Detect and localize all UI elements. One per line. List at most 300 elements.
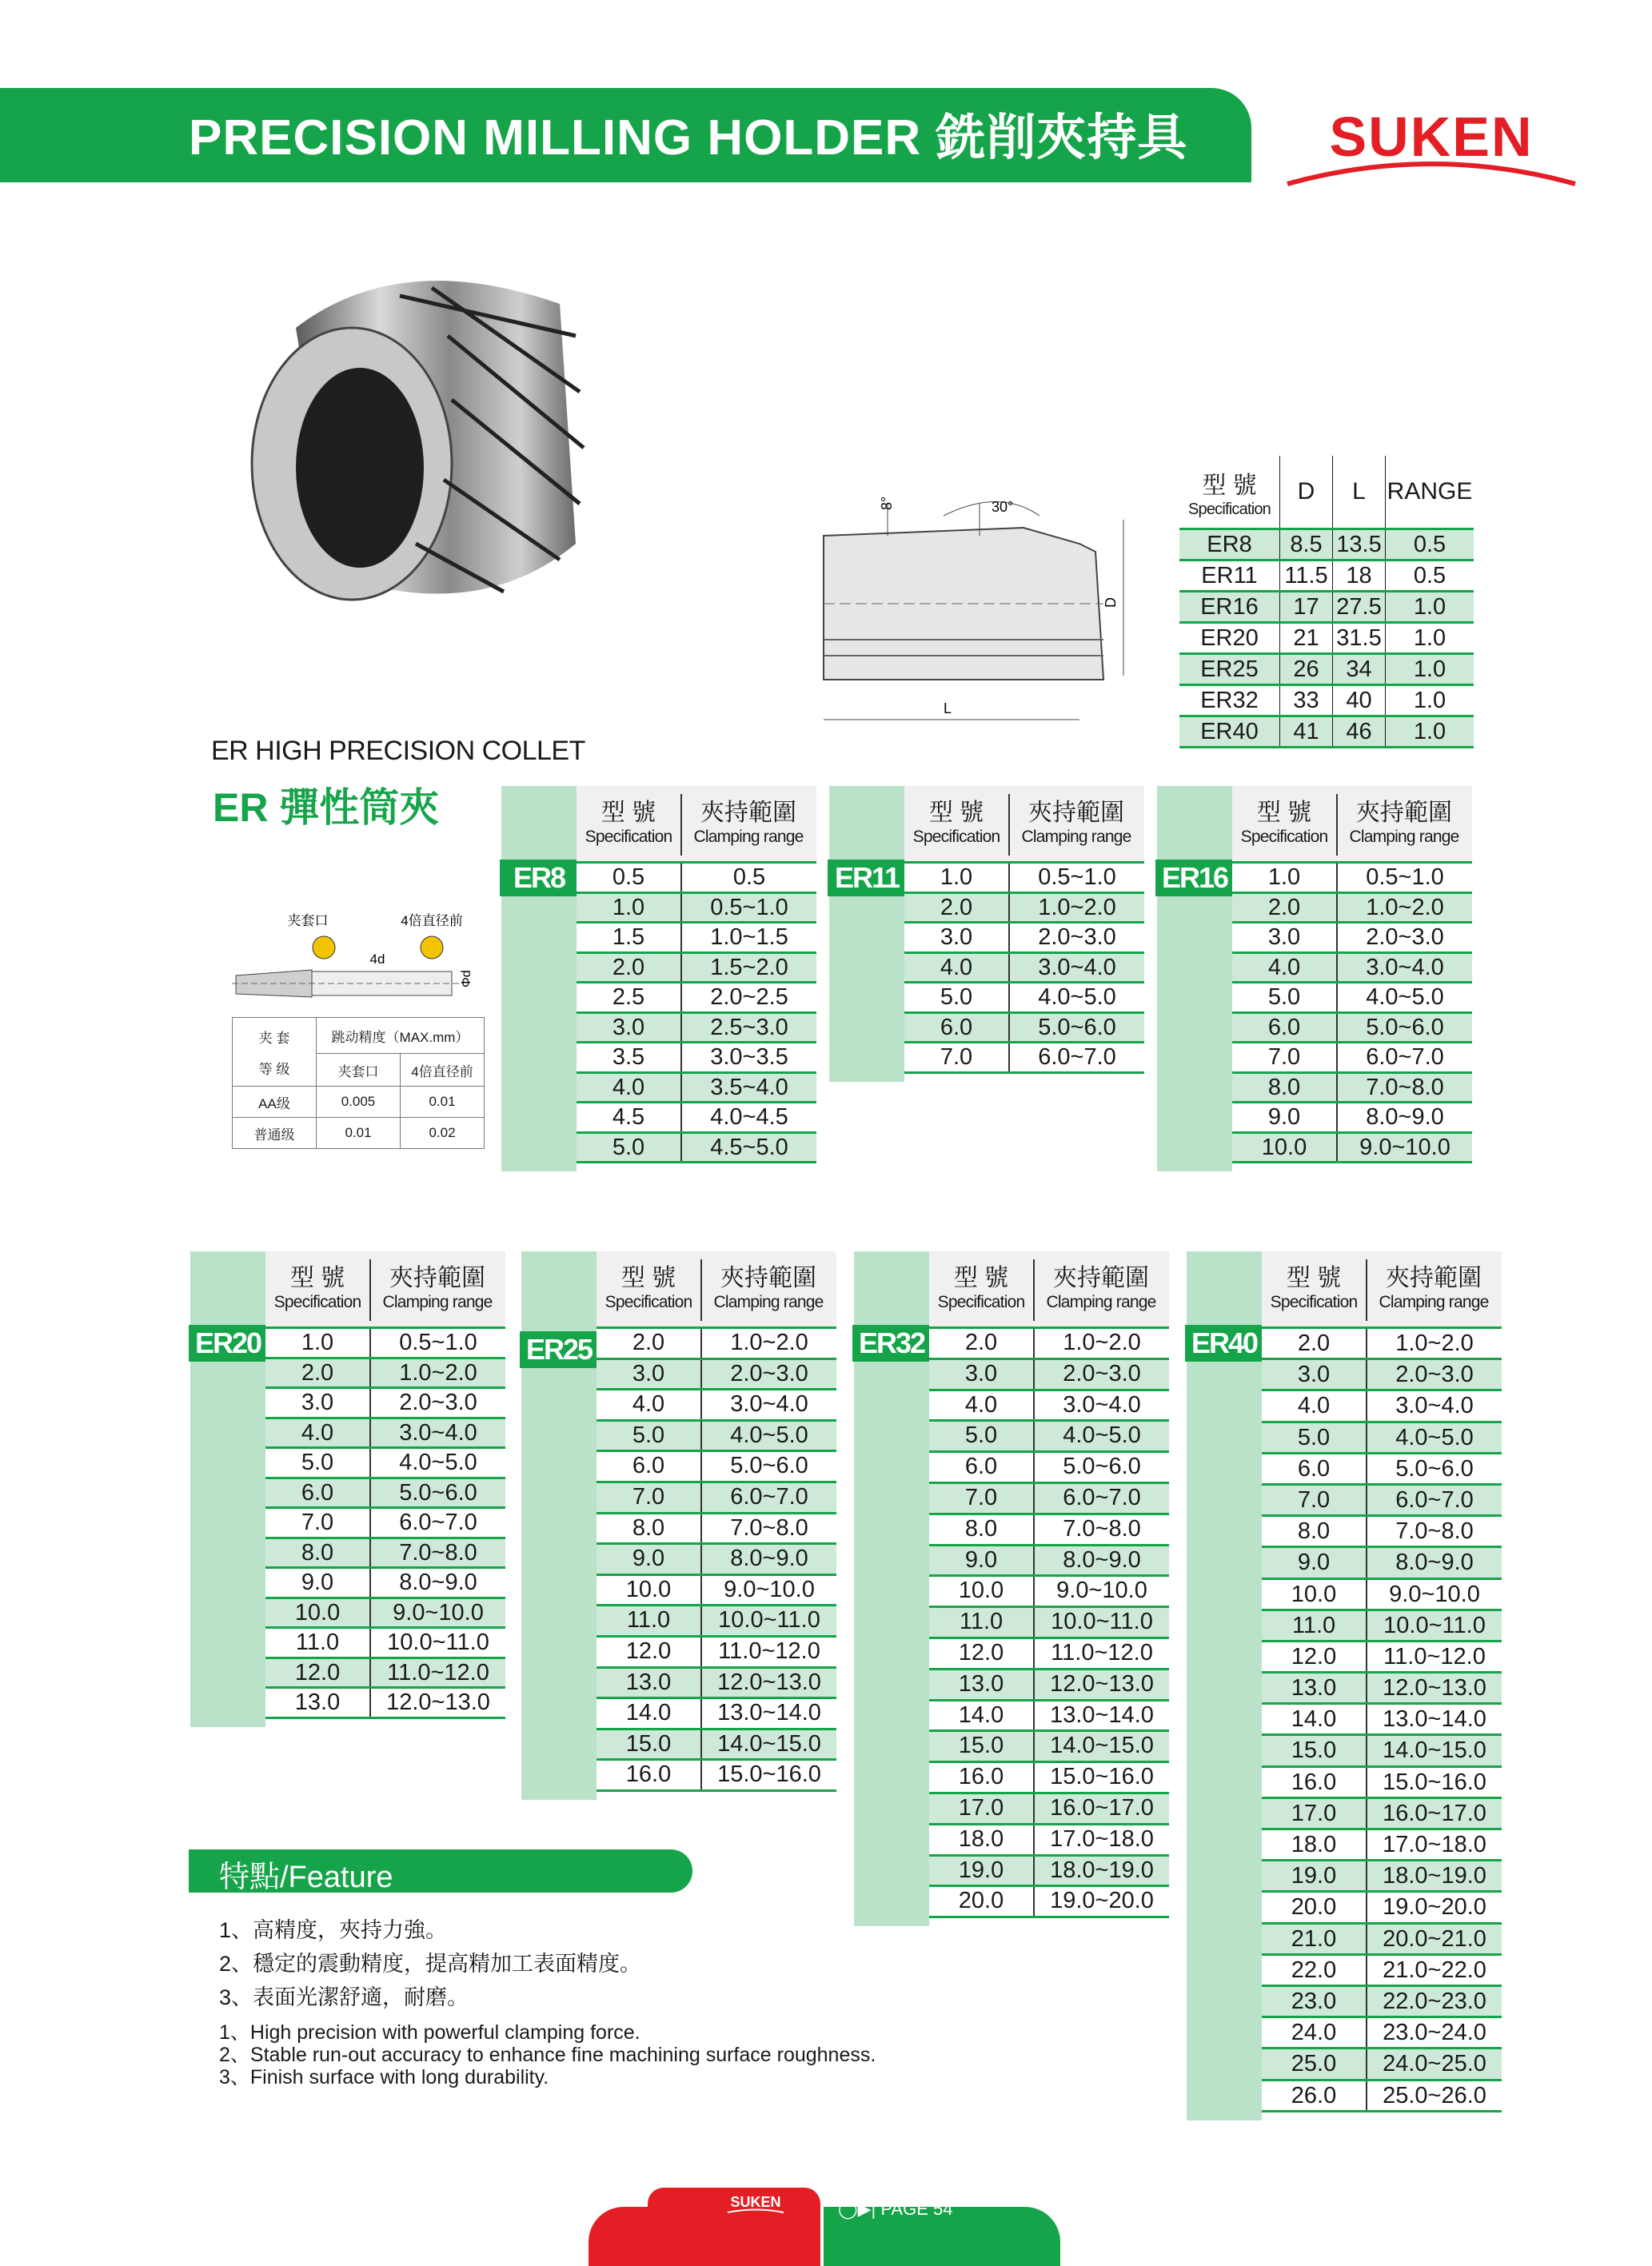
spec-row xyxy=(577,924,816,954)
spec-row xyxy=(929,1701,1169,1733)
spec-row xyxy=(929,1857,1169,1888)
header-divider xyxy=(1366,1259,1367,1321)
spec-cell-range: 1.0~2.0 xyxy=(1366,1329,1502,1358)
spec-cell-range: 24.0~25.0 xyxy=(1366,2049,1502,2078)
spec-cell-size: 15.0 xyxy=(625,1730,672,1757)
angle-8-label: 8° xyxy=(879,496,895,510)
spec-row xyxy=(929,1794,1169,1825)
spec-cell-range: 8.0~9.0 xyxy=(1033,1546,1169,1575)
spec-cell-range: 6.0~7.0 xyxy=(1366,1486,1502,1514)
spec-cell-size: 7.0 xyxy=(1297,1486,1331,1513)
spec-row xyxy=(597,1360,836,1391)
dims-row xyxy=(1179,623,1474,654)
spec-cell-range: 3.0~4.0 xyxy=(1336,954,1472,982)
dimension-l-label: L xyxy=(944,700,952,716)
spec-cell-range: 15.0~16.0 xyxy=(1366,1768,1502,1797)
runout-header: 跳动精度（MAX.mm） xyxy=(317,1018,485,1054)
spec-cell-size: 1.0 xyxy=(940,864,973,890)
spec-table-er32 xyxy=(854,1251,1169,1926)
spec-cell-range: 4.0~5.0 xyxy=(1336,983,1472,1011)
spec-cell-range: 7.0~8.0 xyxy=(1366,1517,1502,1546)
spec-rows xyxy=(1232,864,1472,1163)
spec-cell-size: 4.0 xyxy=(612,1074,645,1100)
header-divider xyxy=(1033,1259,1035,1321)
spec-cell-range: 2.0~3.0 xyxy=(369,1389,505,1417)
spec-row xyxy=(904,894,1144,924)
spec-row xyxy=(929,1360,1169,1391)
dims-header-spec: 型 號 Specification xyxy=(1179,456,1280,529)
spec-cell-size: 6.0 xyxy=(964,1454,998,1480)
spec-row xyxy=(1232,983,1472,1014)
spec-cell-size: 20.0 xyxy=(958,1888,1004,1914)
spec-cell-size: 7.0 xyxy=(940,1044,973,1070)
spec-row xyxy=(265,1629,505,1659)
spec-cell-size: 9.0 xyxy=(964,1546,998,1573)
spec-cell-size: 19.0 xyxy=(958,1857,1004,1883)
spec-cell-size: 2.0 xyxy=(301,1359,334,1386)
spec-cell-range: 9.0~10.0 xyxy=(1033,1577,1169,1606)
grade-header: 夹 套 等 级 xyxy=(233,1018,317,1087)
dims-cell-d: 33 xyxy=(1280,685,1333,716)
header-spec-en: Specification xyxy=(937,1293,1025,1311)
header-range-en: Clamping range xyxy=(693,828,804,846)
spec-cell-size: 12.0 xyxy=(1291,1643,1337,1670)
spec-cell-range: 25.0~26.0 xyxy=(1366,2081,1502,2110)
spec-row xyxy=(1262,1486,1502,1517)
spec-cell-size: 3.0 xyxy=(632,1360,665,1386)
spec-cell-range: 6.0~7.0 xyxy=(1008,1043,1144,1071)
spec-cell-size: 5.0 xyxy=(1297,1424,1331,1450)
spec-cell-range: 8.0~9.0 xyxy=(1366,1548,1502,1577)
spec-cell-range: 0.5~1.0 xyxy=(369,1329,505,1357)
spec-cell-size: 17.0 xyxy=(1291,1800,1337,1826)
spec-cell-range: 7.0~8.0 xyxy=(1033,1515,1169,1544)
spec-cell-size: 7.0 xyxy=(301,1510,334,1535)
spec-row xyxy=(904,983,1144,1014)
spec-cell-range: 5.0~6.0 xyxy=(1366,1454,1502,1483)
spec-row xyxy=(577,1014,816,1044)
spec-cell-size: 5.0 xyxy=(940,984,973,1010)
spec-cell-range: 1.0~2.0 xyxy=(700,1329,836,1358)
spec-cell-size: 18.0 xyxy=(1291,1832,1337,1857)
dims-cell-d: 17 xyxy=(1280,592,1333,623)
normal-front-value: 0.02 xyxy=(401,1118,485,1149)
spec-row xyxy=(904,924,1144,954)
spec-rows xyxy=(929,1329,1169,1918)
header-range-en: Clamping range xyxy=(1379,1293,1489,1311)
dims-cell-range: 1.0 xyxy=(1386,716,1474,748)
spec-cell-range: 13.0~14.0 xyxy=(1366,1705,1502,1733)
dims-row xyxy=(1179,561,1474,592)
spec-cell-size: 12.0 xyxy=(958,1639,1004,1666)
spec-cell-size: 8.0 xyxy=(301,1539,334,1566)
spec-row xyxy=(597,1638,836,1669)
spec-cell-size: 6.0 xyxy=(1297,1455,1331,1482)
spec-cell-range: 18.0~19.0 xyxy=(1366,1861,1502,1890)
spec-cell-size: 1.0 xyxy=(612,894,645,920)
spec-row xyxy=(597,1422,836,1453)
page-nav-icon[interactable]: ◯▶| xyxy=(838,2199,876,2219)
spec-cell-range: 8.0~9.0 xyxy=(1336,1103,1472,1131)
runout-test-drawing xyxy=(232,908,488,1011)
spec-cell-size: 3.0 xyxy=(940,924,973,950)
front-4d-label: 4倍直径前 xyxy=(401,913,463,928)
spec-row xyxy=(1262,2018,1502,2049)
spec-cell-size: 11.0 xyxy=(626,1607,671,1634)
spec-cell-range: 7.0~8.0 xyxy=(369,1539,505,1567)
grade-normal: 普通级 xyxy=(233,1118,317,1149)
spec-cell-size: 2.0 xyxy=(612,954,645,980)
header-spec-en: Specification xyxy=(273,1293,361,1311)
spec-side-band xyxy=(829,786,904,1082)
dimension-d-label: D xyxy=(1103,597,1119,608)
dims-cell-l: 27.5 xyxy=(1333,592,1386,623)
spec-cell-range: 11.0~12.0 xyxy=(1033,1639,1169,1668)
spec-cell-range: 2.0~2.5 xyxy=(680,983,816,1011)
spec-cell-range: 1.0~2.0 xyxy=(1008,894,1144,922)
spec-row xyxy=(1262,1705,1502,1736)
spec-row xyxy=(929,1887,1169,1918)
spec-cell-range: 4.0~5.0 xyxy=(700,1422,836,1450)
header-spec-cn: 型 號 xyxy=(601,800,656,826)
spec-table-header xyxy=(577,786,816,864)
header-divider xyxy=(700,1259,702,1321)
dims-cell-spec: ER20 xyxy=(1179,623,1280,654)
dims-cell-spec: ER32 xyxy=(1179,685,1280,716)
header-spec-cn: 型 號 xyxy=(1286,1265,1342,1291)
spec-cell-range: 10.0~11.0 xyxy=(1366,1611,1502,1640)
spec-cell-size: 2.0 xyxy=(940,894,973,920)
spec-cell-size: 14.0 xyxy=(625,1700,672,1726)
spec-row xyxy=(265,1689,505,1719)
spec-cell-size: 7.0 xyxy=(632,1483,665,1510)
spec-cell-size: 13.0 xyxy=(1291,1675,1337,1701)
spec-row xyxy=(597,1761,836,1792)
spec-cell-size: 7.0 xyxy=(1267,1044,1301,1070)
aa-front-value: 0.01 xyxy=(401,1087,485,1118)
spec-cell-range: 2.0~3.0 xyxy=(1033,1360,1169,1389)
spec-cell-size: 5.0 xyxy=(1267,984,1301,1010)
spec-cell-size: 3.0 xyxy=(612,1014,645,1040)
spec-cell-range: 11.0~12.0 xyxy=(369,1659,505,1687)
spec-row xyxy=(597,1730,836,1761)
spec-cell-size: 12.0 xyxy=(625,1638,672,1664)
spec-cell-range: 12.0~13.0 xyxy=(1366,1674,1502,1702)
spec-cell-size: 4.0 xyxy=(940,954,973,980)
spec-row xyxy=(929,1639,1169,1670)
feature-item-en: 1、High precision with powerful clamping force. xyxy=(219,2021,640,2044)
spec-row xyxy=(1262,1423,1502,1454)
spec-cell-size: 8.0 xyxy=(1267,1074,1301,1100)
spec-cell-size: 25.0 xyxy=(1291,2051,1337,2077)
spec-cell-size: 2.0 xyxy=(1297,1330,1331,1356)
feature-item-en: 3、Finish surface with long durability. xyxy=(219,2066,549,2088)
spec-cell-range: 19.0~20.0 xyxy=(1033,1887,1169,1916)
spec-cell-size: 20.0 xyxy=(1291,1894,1337,1921)
spec-cell-range: 9.0~10.0 xyxy=(1366,1580,1502,1609)
spec-cell-range: 22.0~23.0 xyxy=(1366,1987,1502,2016)
suken-logo xyxy=(1279,104,1583,192)
spec-row xyxy=(1262,1925,1502,1956)
spec-cell-size: 13.0 xyxy=(625,1669,672,1695)
spec-cell-range: 10.0~11.0 xyxy=(369,1629,505,1657)
spec-row xyxy=(1262,1799,1502,1830)
spec-cell-range: 2.0~3.0 xyxy=(700,1360,836,1389)
spec-cell-range: 20.0~21.0 xyxy=(1366,1925,1502,1953)
spec-cell-range: 1.0~1.5 xyxy=(680,924,816,951)
dims-cell-spec: ER11 xyxy=(1179,561,1280,592)
col-collet-mouth: 夹套口 xyxy=(317,1054,401,1087)
header-spec-cn: 型 號 xyxy=(620,1265,676,1291)
header-range-cn: 夾持範圍 xyxy=(389,1265,485,1291)
spec-row xyxy=(929,1484,1169,1515)
spec-table-er20 xyxy=(190,1251,505,1727)
dims-row xyxy=(1179,654,1474,685)
spec-cell-range: 4.0~5.0 xyxy=(369,1449,505,1477)
spec-row xyxy=(597,1669,836,1700)
spec-cell-range: 12.0~13.0 xyxy=(369,1689,505,1717)
spec-row xyxy=(597,1545,836,1576)
spec-row xyxy=(1262,1517,1502,1548)
dims-cell-range: 1.0 xyxy=(1386,685,1474,716)
spec-cell-range: 4.0~5.0 xyxy=(1008,983,1144,1011)
spec-rows xyxy=(904,864,1144,1074)
dims-cell-d: 11.5 xyxy=(1280,561,1333,592)
spec-cell-range: 19.0~20.0 xyxy=(1366,1893,1502,1921)
dims-cell-l: 40 xyxy=(1333,685,1386,716)
header-range-en: Clamping range xyxy=(1349,828,1459,846)
spec-row xyxy=(1262,1987,1502,2018)
spec-row xyxy=(929,1763,1169,1794)
aa-collet-value: 0.005 xyxy=(317,1087,401,1118)
spec-cell-size: 3.5 xyxy=(612,1044,645,1070)
spec-row xyxy=(1262,1642,1502,1674)
spec-row xyxy=(1262,1736,1502,1767)
spec-cell-size: 16.0 xyxy=(1291,1769,1337,1795)
feature-item-cn: 2、穩定的震動精度，提高精加工表面精度。 xyxy=(219,1952,642,1976)
spec-table-header xyxy=(1262,1251,1502,1329)
header-range-en: Clamping range xyxy=(713,1293,824,1311)
spec-table-er16 xyxy=(1157,786,1472,1171)
normal-collet-value: 0.01 xyxy=(317,1118,401,1149)
brand-name: SUKEN xyxy=(1329,106,1534,168)
spec-row xyxy=(265,1659,505,1690)
spec-cell-size: 14.0 xyxy=(1291,1706,1337,1733)
spec-cell-range: 13.0~14.0 xyxy=(700,1699,836,1728)
spec-row xyxy=(1262,1768,1502,1799)
spec-cell-size: 6.0 xyxy=(632,1453,665,1479)
spec-row xyxy=(577,1134,816,1164)
spec-cell-size: 3.0 xyxy=(964,1360,998,1386)
spec-cell-range: 4.0~5.0 xyxy=(1366,1423,1502,1452)
spec-cell-range: 3.5~4.0 xyxy=(680,1074,816,1102)
spec-cell-size: 11.0 xyxy=(1291,1612,1336,1638)
header-range-cn: 夾持範圍 xyxy=(700,800,796,826)
dims-cell-range: 1.0 xyxy=(1386,623,1474,654)
spec-cell-size: 2.0 xyxy=(632,1330,665,1355)
spec-cell-size: 6.0 xyxy=(940,1014,973,1040)
spec-row xyxy=(1232,954,1472,984)
spec-cell-range: 2.5~3.0 xyxy=(680,1014,816,1042)
diameter-label: Φd xyxy=(460,970,473,987)
spec-row xyxy=(929,1453,1169,1484)
spec-cell-size: 2.5 xyxy=(612,984,645,1010)
spec-row xyxy=(265,1329,505,1359)
spec-cell-range: 16.0~17.0 xyxy=(1033,1794,1169,1823)
spec-cell-size: 11.0 xyxy=(295,1630,340,1655)
spec-row xyxy=(1262,1391,1502,1422)
header-range-cn: 夾持範圍 xyxy=(1356,800,1452,826)
spec-cell-range: 1.5~2.0 xyxy=(680,954,816,982)
dims-cell-range: 0.5 xyxy=(1386,529,1474,561)
spec-cell-range: 4.0~4.5 xyxy=(680,1103,816,1131)
spec-cell-range: 9.0~10.0 xyxy=(369,1599,505,1627)
spec-cell-range: 0.5~1.0 xyxy=(1008,864,1144,892)
dims-cell-l: 46 xyxy=(1333,716,1386,748)
header-divider xyxy=(1336,794,1338,856)
spec-row xyxy=(904,864,1144,894)
spec-cell-size: 10.0 xyxy=(625,1576,672,1602)
header-spec-cn: 型 號 xyxy=(953,1265,1009,1291)
spec-cell-size: 10.0 xyxy=(1291,1581,1337,1607)
spec-row xyxy=(1262,1830,1502,1861)
spec-row xyxy=(1232,1134,1472,1164)
spec-cell-range: 0.5~1.0 xyxy=(680,894,816,922)
spec-cell-range: 6.0~7.0 xyxy=(700,1483,836,1512)
spec-cell-size: 9.0 xyxy=(301,1570,334,1595)
spec-cell-size: 1.0 xyxy=(1267,864,1301,890)
spec-row xyxy=(1262,1329,1502,1360)
spec-row xyxy=(265,1569,505,1599)
header-range-cn: 夾持範圍 xyxy=(1386,1265,1482,1291)
dims-header-d: D xyxy=(1280,456,1333,529)
spec-cell-range: 11.0~12.0 xyxy=(1366,1642,1502,1671)
spec-model-badge: ER40 xyxy=(1185,1325,1263,1362)
spec-cell-range: 17.0~18.0 xyxy=(1366,1830,1502,1859)
col-front-4d: 4倍直径前 xyxy=(401,1054,485,1087)
spec-cell-range: 6.0~7.0 xyxy=(369,1509,505,1537)
spec-row xyxy=(1262,1548,1502,1579)
spec-model-badge: ER25 xyxy=(520,1331,598,1368)
spec-side-band xyxy=(1187,1251,1262,2120)
spec-table-header xyxy=(265,1251,505,1329)
spec-cell-size: 5.0 xyxy=(964,1422,998,1449)
spec-rows xyxy=(265,1329,505,1719)
spec-cell-size: 1.0 xyxy=(301,1330,334,1355)
spec-cell-range: 4.5~5.0 xyxy=(680,1134,816,1162)
spec-cell-range: 8.0~9.0 xyxy=(700,1545,836,1574)
spec-cell-size: 13.0 xyxy=(958,1670,1004,1697)
spec-cell-range: 2.0~3.0 xyxy=(1366,1360,1502,1389)
spec-row xyxy=(597,1576,836,1607)
dims-cell-d: 26 xyxy=(1280,654,1333,685)
spec-cell-size: 19.0 xyxy=(1291,1863,1337,1889)
spec-cell-range: 13.0~14.0 xyxy=(1033,1701,1169,1730)
spec-row xyxy=(1262,1674,1502,1705)
spec-cell-size: 3.0 xyxy=(1267,924,1301,950)
dims-cell-spec: ER40 xyxy=(1179,716,1280,748)
spec-cell-size: 5.0 xyxy=(301,1450,334,1475)
spec-table-er8 xyxy=(501,786,816,1171)
spec-cell-range: 4.0~5.0 xyxy=(1033,1422,1169,1450)
dims-cell-l: 13.5 xyxy=(1333,529,1386,561)
spec-side-band xyxy=(1157,786,1232,1171)
header-spec-en: Specification xyxy=(1240,828,1328,846)
spec-row xyxy=(1262,1360,1502,1391)
header-divider xyxy=(369,1259,371,1321)
dims-row xyxy=(1179,685,1474,716)
spec-cell-size: 15.0 xyxy=(1291,1737,1337,1764)
spec-row xyxy=(265,1359,505,1390)
spec-cell-size: 4.0 xyxy=(632,1391,665,1418)
spec-cell-size: 21.0 xyxy=(1291,1925,1337,1952)
dims-row xyxy=(1179,529,1474,561)
spec-row xyxy=(597,1483,836,1514)
spec-row xyxy=(929,1422,1169,1453)
spec-table-header xyxy=(1232,786,1472,864)
spec-row xyxy=(1262,1611,1502,1642)
spec-cell-size: 10.0 xyxy=(294,1599,341,1626)
spec-cell-range: 3.0~4.0 xyxy=(1366,1391,1502,1420)
spec-cell-range: 5.0~6.0 xyxy=(1336,1014,1472,1042)
page-number-text: PAGE 54 xyxy=(880,2199,953,2219)
spec-cell-size: 4.0 xyxy=(1297,1393,1331,1419)
spec-cell-range: 7.0~8.0 xyxy=(1336,1074,1472,1102)
spec-cell-size: 5.0 xyxy=(632,1422,665,1448)
spec-cell-size: 2.0 xyxy=(964,1330,998,1355)
spec-row xyxy=(1232,924,1472,954)
header-range-cn: 夾持範圍 xyxy=(1053,1265,1149,1291)
footer-logo xyxy=(720,2192,792,2215)
spec-cell-size: 24.0 xyxy=(1291,2020,1337,2046)
collet-title-cn: ER 彈性筒夾 xyxy=(213,785,440,830)
header-spec-cn: 型 號 xyxy=(1256,800,1312,826)
spec-cell-size: 0.5 xyxy=(612,864,645,890)
spec-cell-size: 16.0 xyxy=(625,1761,672,1788)
spec-row xyxy=(1232,1043,1472,1074)
header-spec-en: Specification xyxy=(605,1293,692,1311)
spec-cell-range: 14.0~15.0 xyxy=(1033,1732,1169,1761)
spec-cell-range: 1.0~2.0 xyxy=(1336,894,1472,922)
spec-row xyxy=(577,894,816,924)
spec-cell-range: 5.0~6.0 xyxy=(700,1452,836,1481)
distance-4d-label: 4d xyxy=(369,951,385,967)
header-spec-cn: 型 號 xyxy=(289,1265,345,1291)
spec-row xyxy=(597,1606,836,1638)
header-range-en: Clamping range xyxy=(1021,828,1131,846)
dims-cell-d: 8.5 xyxy=(1280,529,1333,561)
page-title: PRECISION MILLING HOLDER 銑削夾持具 xyxy=(189,110,1188,166)
feature-item-cn: 3、表面光潔舒適，耐磨。 xyxy=(219,1985,469,2009)
spec-row xyxy=(904,954,1144,984)
spec-model-badge: ER11 xyxy=(828,860,906,896)
spec-table-header xyxy=(597,1251,836,1329)
spec-cell-size: 8.0 xyxy=(964,1515,998,1542)
spec-cell-range: 21.0~22.0 xyxy=(1366,1956,1502,1985)
spec-row xyxy=(1232,1014,1472,1044)
dims-header-l: L xyxy=(1333,456,1386,529)
spec-cell-range: 0.5 xyxy=(680,864,816,892)
spec-cell-size: 5.0 xyxy=(612,1134,645,1160)
spec-cell-size: 8.0 xyxy=(1297,1518,1331,1545)
spec-cell-range: 6.0~7.0 xyxy=(1336,1043,1472,1071)
spec-cell-range: 3.0~4.0 xyxy=(1008,954,1144,982)
spec-row xyxy=(929,1732,1169,1763)
dims-cell-spec: ER25 xyxy=(1179,654,1280,685)
collet-mouth-label: 夹套口 xyxy=(287,913,329,928)
spec-row xyxy=(1262,1956,1502,1987)
page-number xyxy=(838,2199,952,2220)
